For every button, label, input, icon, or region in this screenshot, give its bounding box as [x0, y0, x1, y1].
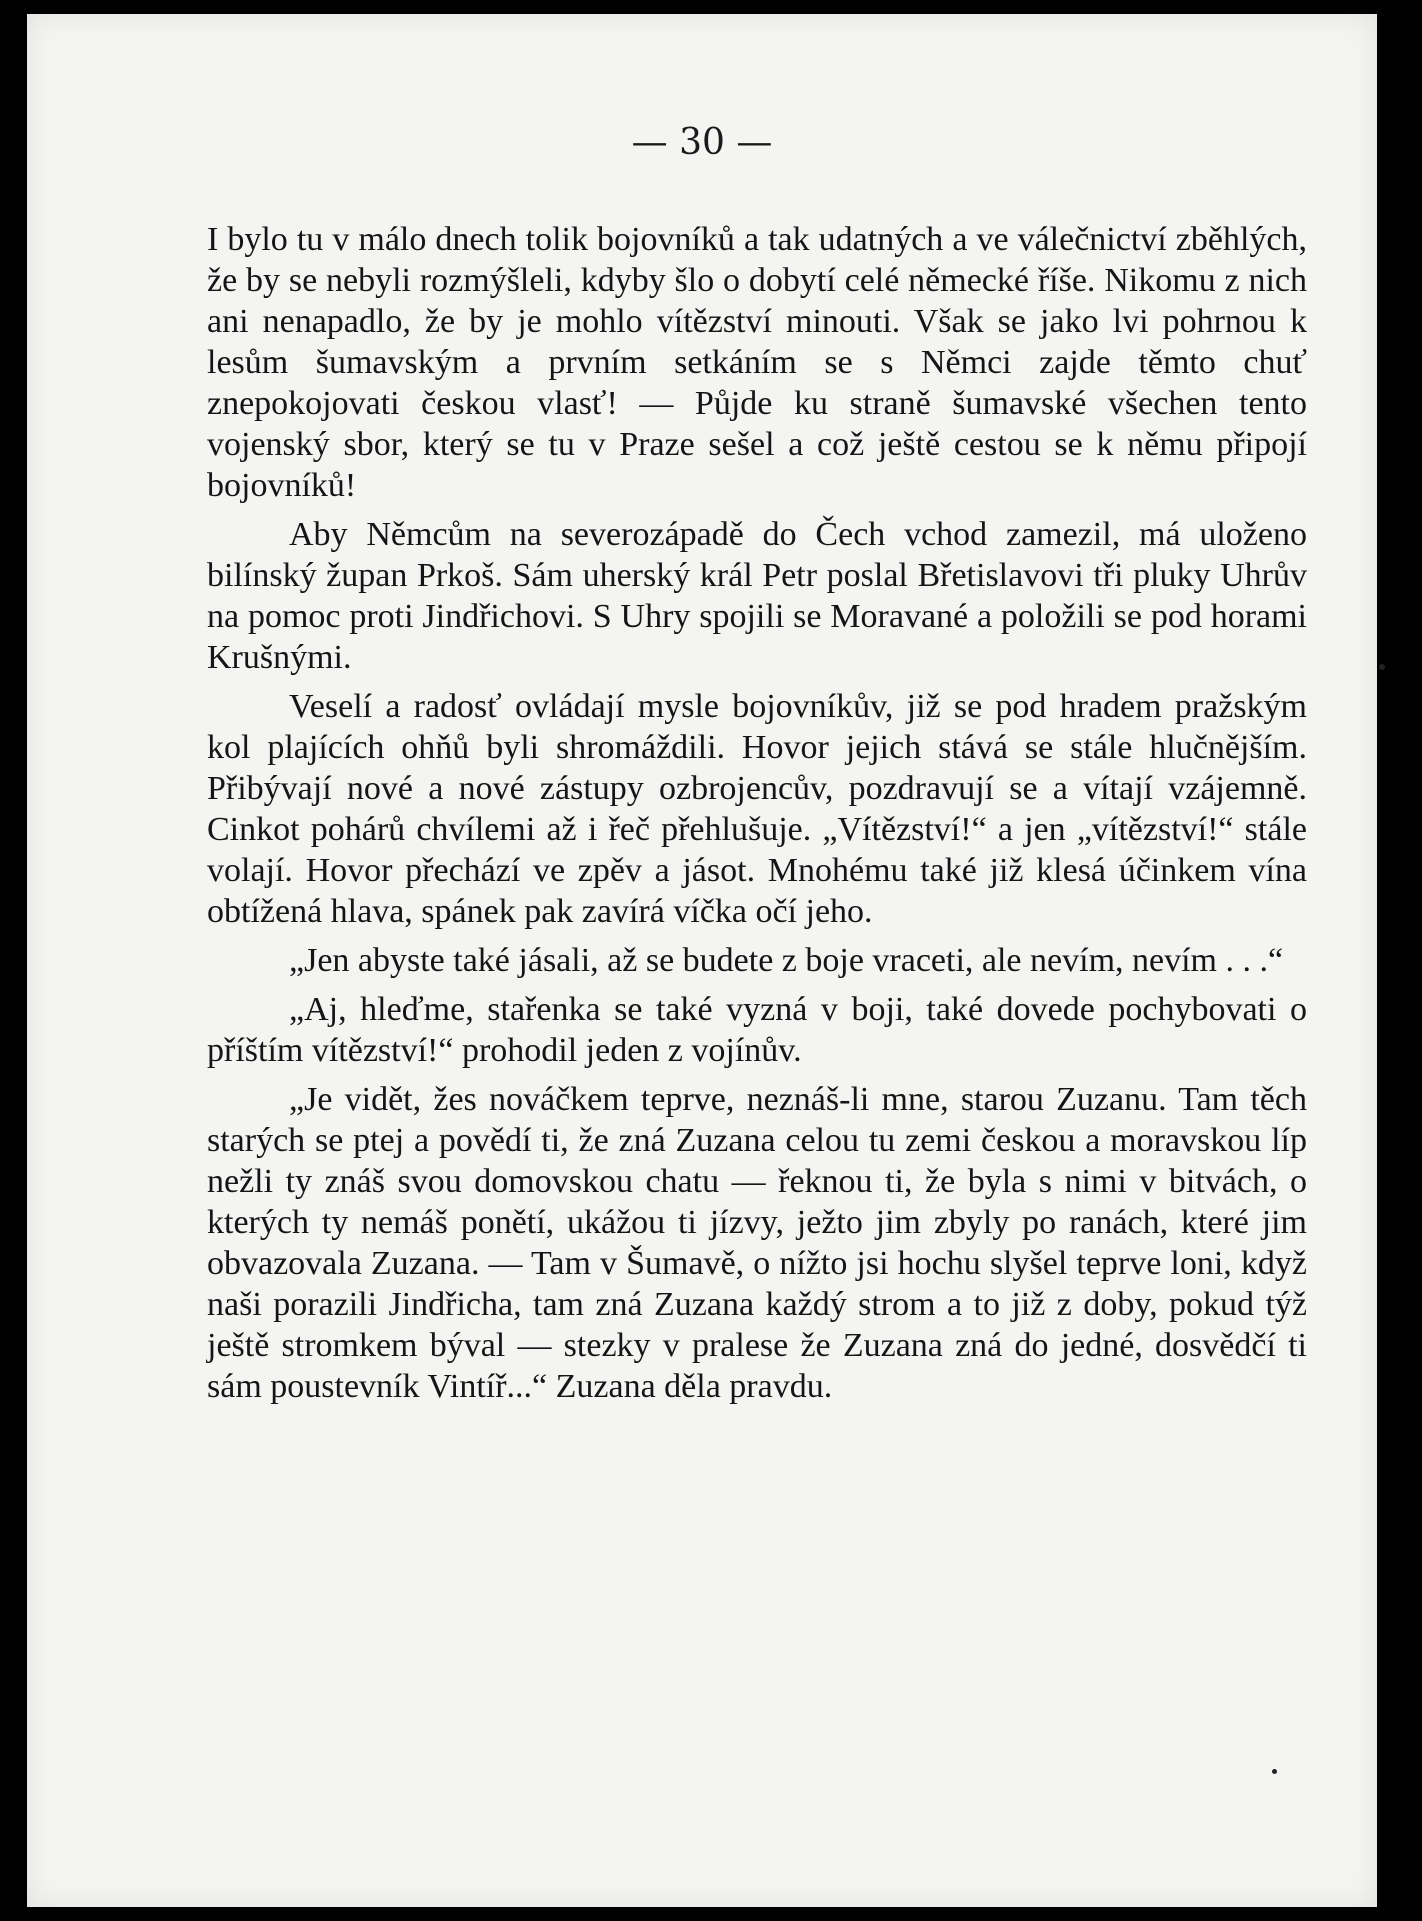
page-number: — 30 —	[631, 122, 773, 163]
paragraph: Veselí a radosť ovládají mysle bojovníkův, již se pod hradem pražským kol plajících ohňů byli shromáždili. Hovor jejich stává se stále hlučnějším. Přibývají nové a nové zástupy ozbrojencův, pozdravují se a vítají vzájemně. Cinkot pohárů chvílemi až i řeč přehlušuje. „Vítězství!“ a jen „vítězství!“ stále volají. Hovor přechází ve zpěv a jásot. Mnohému také již klesá účinkem vína obtížená hlava, spánek pak zavírá víčka očí jeho.	[207, 688, 1307, 930]
paragraph: I bylo tu v málo dnech tolik bojovníků a tak udatných a ve válečnictví zběhlých, že by se nebyli rozmýšleli, kdyby šlo o dobytí celé německé říše. Nikomu z nich ani nenapadlo, že by je mohlo vítězství minouti. Však se jako lvi pohrnou k lesům šumavským a prvním setkáním se s Němci zajde těmto chuť znepokojovati českou vlasť! — Půjde ku straně šumavské všechen tento vojenský sbor, který se tu v Praze sešel a což ještě cestou se k němu připojí bojovníků!	[207, 221, 1307, 504]
book-page	[27, 14, 1377, 1907]
scan-speck	[1379, 664, 1385, 670]
paragraph: Aby Němcům na severozápadě do Čech vchod zamezil, má uloženo bilínský župan Prkoš. Sám uherský král Petr poslal Břetislavovi tři pluky Uhrův na pomoc proti Jindřichovi. S Uhry spojili se Moravané a položili se pod horami Krušnými.	[207, 516, 1307, 676]
paragraph: „Jen abyste také jásali, až se budete z boje vraceti, ale nevím, nevím . . .“	[289, 942, 1284, 979]
scan-speck	[1272, 1769, 1277, 1774]
body-text	[207, 219, 1307, 1407]
paragraph: „Aj, hleďme, stařenka se také vyzná v boji, také dovede pochybovati o příštím vítězství!“ prohodil jeden z vojínův.	[207, 991, 1307, 1069]
paragraph: „Je vidět, žes nováčkem teprve, neznáš-li mne, starou Zuzanu. Tam těch starých se ptej a povědí ti, že zná Zuzana celou tu zemi českou a moravskou líp nežli ty znáš svou domovskou chatu — řeknou ti, že byla s nimi v bitvách, o kterých ty nemáš ponětí, ukážou ti jízvy, ježto jim zbyly po ranách, které jim obvazovala Zuzana. — Tam v Šumavě, o nížto jsi hochu slyšel teprve loni, když naši porazili Jindřicha, tam zná Zuzana každý strom a to již z doby, pokud týž ještě stromkem býval — stezky v pralese že Zuzana zná do jedné, dosvědčí ti sám poustevník Vintíř...“ Zuzana děla pravdu.	[207, 1081, 1307, 1405]
